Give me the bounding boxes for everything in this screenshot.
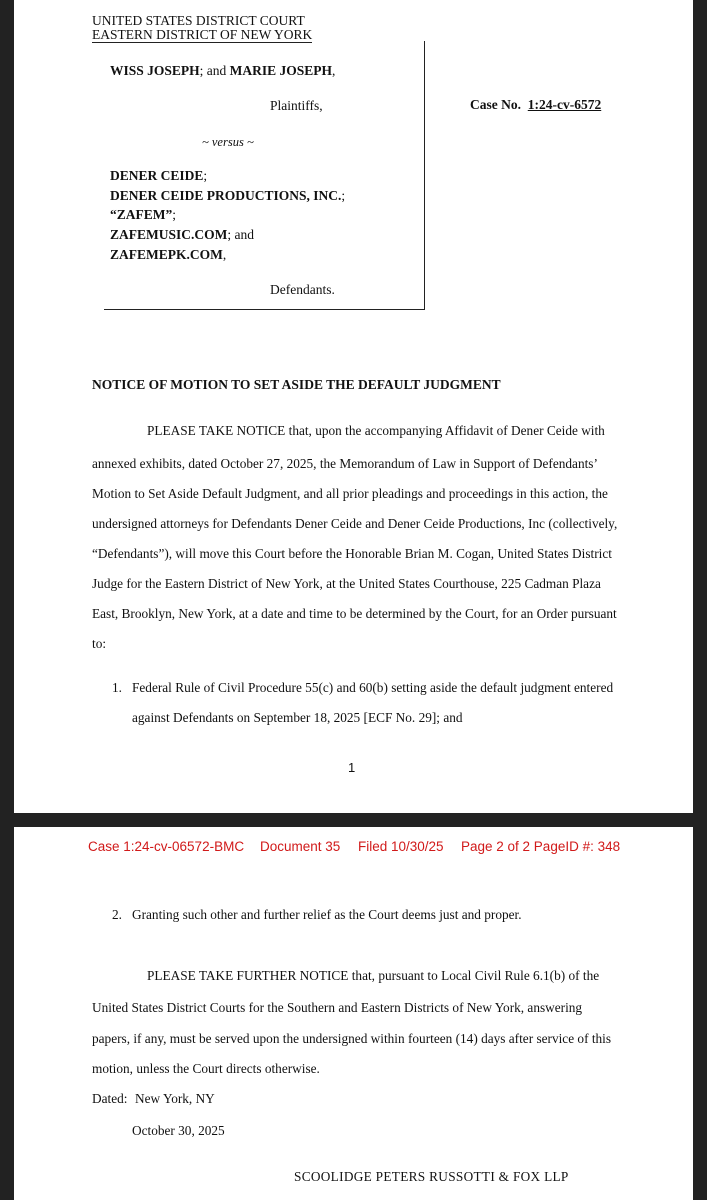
plaintiffs-names	[110, 63, 335, 79]
item-1-line-1: Federal Rule of Civil Procedure 55(c) and 60(b) setting aside the default judgment entered	[132, 680, 614, 695]
document-page-2	[14, 827, 693, 1200]
defendant-2	[110, 188, 345, 204]
paragraph2-line-2: United States District Courts for the Southern and Eastern Districts of New York, answering	[92, 1000, 583, 1015]
paragraph-line-1: PLEASE TAKE NOTICE that, upon the accompanying Affidavit of Dener Ceide with	[147, 423, 605, 438]
page-number: 1	[348, 760, 356, 775]
defendant-4-name: ZAFEMUSIC.COM	[110, 227, 228, 242]
defendant-3-suffix: ;	[172, 207, 177, 222]
defendant-3	[110, 207, 176, 223]
plaintiff-end: ,	[332, 63, 336, 78]
court-name-line-2: EASTERN DISTRICT OF NEW YORK	[92, 27, 313, 42]
paragraph-line-8: to:	[92, 636, 107, 651]
paragraph-line-6: Judge for the Eastern District of New York, at the United States Courthouse, 225 Cadman Plaza	[92, 576, 601, 591]
defendant-2-suffix: ;	[341, 188, 346, 203]
ecf-filed: Filed 10/30/25	[358, 839, 444, 854]
item-2-text: Granting such other and further relief as the Court deems just and proper.	[132, 907, 522, 922]
document-page-1	[14, 0, 693, 813]
versus-label: ~ versus ~	[202, 135, 254, 149]
paragraph-line-4: undersigned attorneys for Defendants Dener Ceide and Dener Ceide Productions, Inc (collectively,	[92, 516, 618, 531]
paragraph-line-2: annexed exhibits, dated October 27, 2025, the Memorandum of Law in Support of Defendants’	[92, 456, 598, 471]
dated-date: October 30, 2025	[132, 1123, 225, 1138]
defendant-4-suffix: ; and	[227, 227, 254, 242]
paragraph2-line-1: PLEASE TAKE FURTHER NOTICE that, pursuant to Local Civil Rule 6.1(b) of the	[147, 968, 600, 983]
defendant-5	[110, 247, 226, 263]
item-2-number: 2.	[112, 907, 122, 922]
defendant-4	[110, 227, 254, 243]
dated-place: New York, NY	[135, 1091, 215, 1106]
item-1-number: 1.	[112, 680, 122, 695]
plaintiff-2: MARIE JOSEPH	[229, 63, 333, 78]
defendant-3-name: “ZAFEM”	[110, 207, 173, 222]
paragraph-line-5: “Defendants”), will move this Court before the Honorable Brian M. Cogan, United States District	[92, 546, 612, 561]
law-firm-name: SCOOLIDGE PETERS RUSSOTTI & FOX LLP	[294, 1169, 569, 1184]
paragraph-line-3: Motion to Set Aside Default Judgment, and all prior pleadings and proceedings in this action, the	[92, 486, 608, 501]
defendant-1	[110, 168, 207, 184]
ecf-document: Document 35	[260, 839, 341, 854]
defendant-5-suffix: ,	[222, 247, 227, 262]
case-number-label: Case No.	[470, 97, 521, 112]
dated-label: Dated:	[92, 1091, 128, 1106]
defendant-1-name: DENER CEIDE	[110, 168, 204, 183]
defendant-1-suffix: ;	[203, 168, 208, 183]
item-1-line-2: against Defendants on September 18, 2025 [ECF No. 29]; and	[132, 710, 463, 725]
case-number	[470, 97, 601, 113]
defendants-label: Defendants.	[270, 282, 335, 297]
ecf-page: Page 2 of 2 PageID #: 348	[461, 839, 621, 854]
document-title: NOTICE OF MOTION TO SET ASIDE THE DEFAULT JUDGMENT	[92, 377, 501, 392]
defendant-2-name: DENER CEIDE PRODUCTIONS, INC.	[110, 188, 342, 203]
paragraph-line-7: East, Brooklyn, New York, at a date and time to be determined by the Court, for an Order pursuant	[92, 606, 617, 621]
paragraph2-line-3: papers, if any, must be served upon the undersigned within fourteen (14) days after service of this	[92, 1031, 612, 1046]
ecf-case: Case 1:24-cv-06572-BMC	[88, 839, 245, 854]
plaintiffs-label: Plaintiffs,	[270, 98, 323, 113]
court-name-line-1: UNITED STATES DISTRICT COURT	[92, 13, 305, 28]
plaintiff-1: WISS JOSEPH	[110, 63, 200, 78]
paragraph2-line-4: motion, unless the Court directs otherwise.	[92, 1061, 320, 1076]
defendant-5-name: ZAFEMEPK.COM	[110, 247, 223, 262]
plaintiff-conjunction: ; and	[199, 63, 230, 78]
case-number-value: 1:24-cv-6572	[527, 97, 602, 112]
